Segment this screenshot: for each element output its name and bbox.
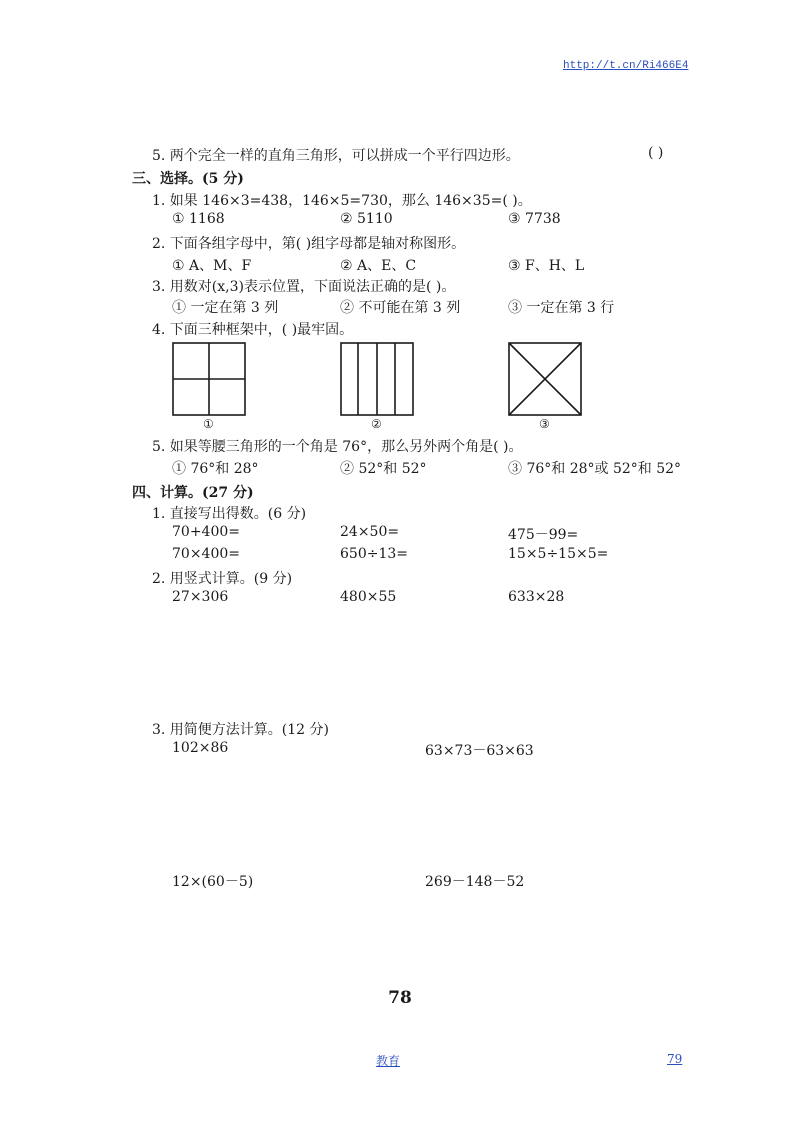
simplify-calc-1: 102×86 <box>172 740 229 756</box>
vertical-calc-3: 633×28 <box>508 589 565 605</box>
q3-stem: 3. 用数对(x,3)表示位置，下面说法正确的是( )。 <box>152 279 456 295</box>
footer-link-left[interactable]: 教育 <box>376 1054 401 1068</box>
answer-bracket: ( ) <box>648 145 664 161</box>
q4-stem: 4. 下面三种框架中，( )最牢固。 <box>152 322 354 338</box>
q1-stem: 1. 如果 146×3=438，146×5=730，那么 146×35=( )。 <box>152 193 532 209</box>
frame-2-caption: ② <box>371 417 382 431</box>
q5-option-3: ③ 76°和 28°或 52°和 52° <box>508 461 682 477</box>
frame-figure-1 <box>172 342 246 416</box>
frame-figure-3 <box>508 342 582 416</box>
vertical-calc-2: 480×55 <box>340 589 397 605</box>
footer-link-right[interactable]: 79 <box>667 1052 683 1066</box>
header-link[interactable]: http://t.cn/Ri466E4 <box>563 60 689 72</box>
page-number: 78 <box>388 988 412 1008</box>
q5-stem: 5. 如果等腰三角形的一个角是 76°，那么另外两个角是( )。 <box>152 439 523 455</box>
mental-calc-1: 70+400= <box>172 524 240 540</box>
frame-1-caption: ① <box>203 417 214 431</box>
vertical-calc-1: 27×306 <box>172 589 229 605</box>
mental-calc-2: 24×50= <box>340 524 400 540</box>
q2-option-1: ① A、M、F <box>172 258 252 274</box>
mental-calc-6: 15×5÷15×5= <box>508 546 609 562</box>
simplify-calc-4: 269－148－52 <box>425 874 525 890</box>
q5-option-1: ① 76°和 28° <box>172 461 259 477</box>
q2-stem: 2. 下面各组字母中，第( )组字母都是轴对称图形。 <box>152 236 466 252</box>
frame-figure-2 <box>340 342 414 416</box>
part-1-title: 1. 直接写出得数。(6 分) <box>152 506 307 522</box>
q3-option-1: ① 一定在第 3 列 <box>172 300 279 316</box>
simplify-calc-2: 63×73－63×63 <box>425 743 534 759</box>
mental-calc-4: 70×400= <box>172 546 240 562</box>
simplify-calc-3: 12×(60－5) <box>172 874 254 890</box>
q1-option-3: ③ 7738 <box>508 211 561 227</box>
part-3-title: 3. 用简便方法计算。(12 分) <box>152 722 329 738</box>
judgement-item-5: 5. 两个完全一样的直角三角形，可以拼成一个平行四边形。 <box>152 148 520 164</box>
q5-option-2: ② 52°和 52° <box>340 461 427 477</box>
q1-option-1: ① 1168 <box>172 211 225 227</box>
part-2-title: 2. 用竖式计算。(9 分) <box>152 571 293 587</box>
q3-option-3: ③ 一定在第 3 行 <box>508 300 615 316</box>
q1-option-2: ② 5110 <box>340 211 393 227</box>
q3-option-2: ② 不可能在第 3 列 <box>340 300 461 316</box>
section-4-title: 四、计算。(27 分) <box>132 485 254 501</box>
section-3-title: 三、选择。(5 分) <box>132 171 244 187</box>
frame-3-caption: ③ <box>539 417 550 431</box>
mental-calc-5: 650÷13= <box>340 546 408 562</box>
mental-calc-3: 475－99= <box>508 527 579 543</box>
q2-option-3: ③ F、H、L <box>508 258 585 274</box>
q2-option-2: ② A、E、C <box>340 258 417 274</box>
